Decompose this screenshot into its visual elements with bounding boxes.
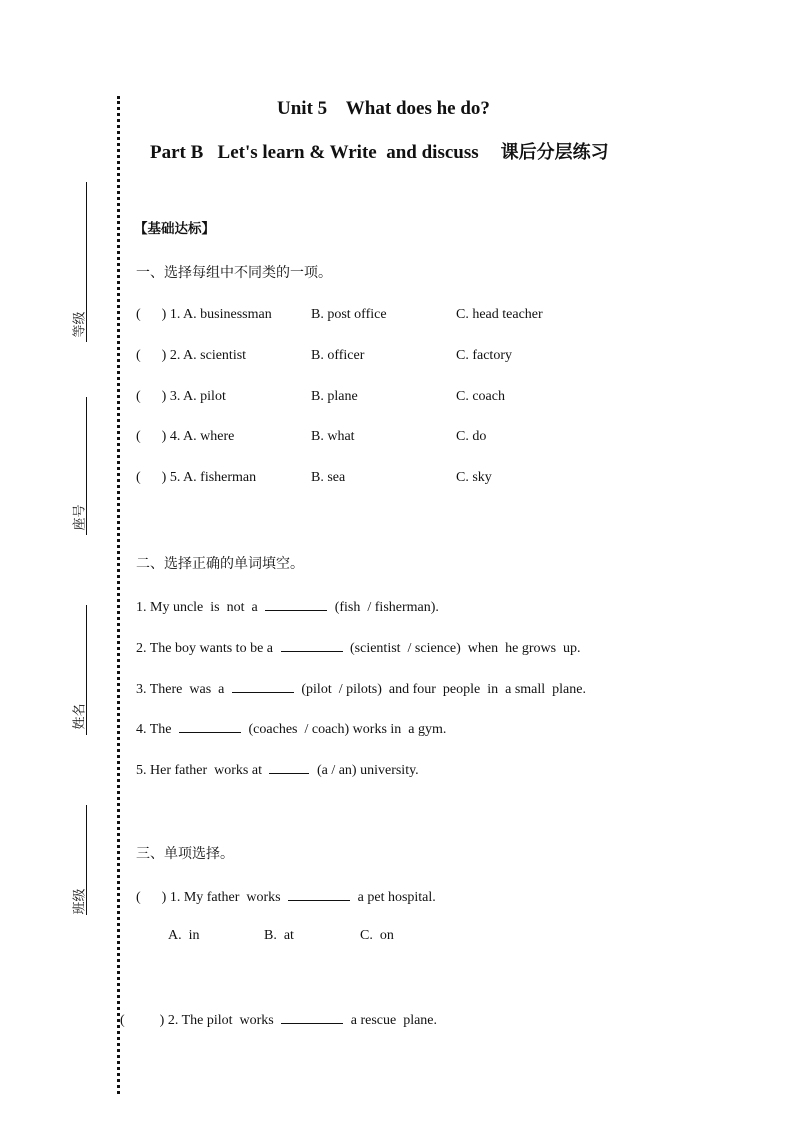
- option-b: B. officer: [311, 348, 365, 363]
- answer-blank[interactable]: [281, 638, 343, 652]
- fill-item: [136, 597, 439, 616]
- question-text-end: a pet hospital.: [357, 890, 436, 905]
- fill-item-text: 1. My uncle is not a: [136, 600, 258, 615]
- question-stem: ( ) 1. A. businessman: [136, 307, 272, 322]
- page-subtitle: [150, 138, 609, 164]
- fill-item: [136, 638, 581, 657]
- subtitle-english: Part B Let's learn & Write and discuss: [150, 142, 479, 163]
- fill-item: [136, 719, 446, 738]
- option-c: C. on: [360, 928, 394, 943]
- fill-item-hint: (pilot / pilots) and four people in a small plane.: [301, 682, 586, 697]
- option-b: B. at: [264, 928, 294, 943]
- fill-item-text: 5. Her father works at: [136, 763, 262, 778]
- name-label: 姓名: [72, 703, 88, 730]
- answer-blank[interactable]: [265, 597, 327, 611]
- fill-item-text: 2. The boy wants to be a: [136, 641, 273, 656]
- option-c: C. head teacher: [456, 307, 543, 322]
- option-b: B. sea: [311, 470, 346, 485]
- binding-dotted-line: [117, 96, 120, 1094]
- choice-question: [120, 1010, 437, 1029]
- choice-question: [136, 887, 436, 906]
- page-title: Unit 5 What does he do?: [277, 98, 490, 119]
- section3-heading: 三、单项选择。: [136, 846, 234, 862]
- answer-blank[interactable]: [232, 679, 294, 693]
- seat-label: 座号: [72, 504, 88, 531]
- option-c: C. factory: [456, 348, 512, 363]
- fill-item: [136, 679, 586, 698]
- question-stem: ( ) 2. A. scientist: [136, 348, 247, 363]
- fill-item: [136, 760, 419, 779]
- answer-blank[interactable]: [179, 719, 241, 733]
- question-text-end: a rescue plane.: [350, 1013, 438, 1028]
- option-b: B. plane: [311, 389, 358, 404]
- answer-blank[interactable]: [288, 887, 350, 901]
- option-b: B. what: [311, 429, 355, 444]
- basic-level-heading: 【基础达标】: [134, 221, 215, 237]
- question-stem: ( ) 3. A. pilot: [136, 389, 226, 404]
- question-stem: ( ) 5. A. fisherman: [136, 470, 257, 485]
- option-b: B. post office: [311, 307, 387, 322]
- question-text: ( ) 1. My father works: [136, 890, 281, 905]
- fill-item-text: 4. The: [136, 722, 172, 737]
- grade-label: 等级: [72, 311, 88, 338]
- option-c: C. do: [456, 429, 487, 444]
- section2-heading: 二、选择正确的单词填空。: [136, 556, 304, 572]
- answer-blank[interactable]: [281, 1010, 343, 1024]
- class-label: 班级: [72, 888, 88, 915]
- option-a: A. in: [168, 928, 200, 943]
- fill-item-hint: (fish / fisherman).: [334, 600, 439, 615]
- question-text: ( ) 2. The pilot works: [120, 1013, 274, 1028]
- question-stem: ( ) 4. A. where: [136, 429, 235, 444]
- option-c: C. sky: [456, 470, 492, 485]
- fill-item-hint: (scientist / science) when he grows up.: [350, 641, 581, 656]
- fill-item-hint: (coaches / coach) works in a gym.: [248, 722, 447, 737]
- section1-heading: 一、选择每组中不同类的一项。: [136, 265, 332, 281]
- subtitle-chinese: 课后分层练习: [500, 142, 609, 163]
- fill-item-text: 3. There was a: [136, 682, 225, 697]
- fill-item-hint: (a / an) university.: [316, 763, 419, 778]
- answer-blank[interactable]: [269, 760, 309, 774]
- option-c: C. coach: [456, 389, 505, 404]
